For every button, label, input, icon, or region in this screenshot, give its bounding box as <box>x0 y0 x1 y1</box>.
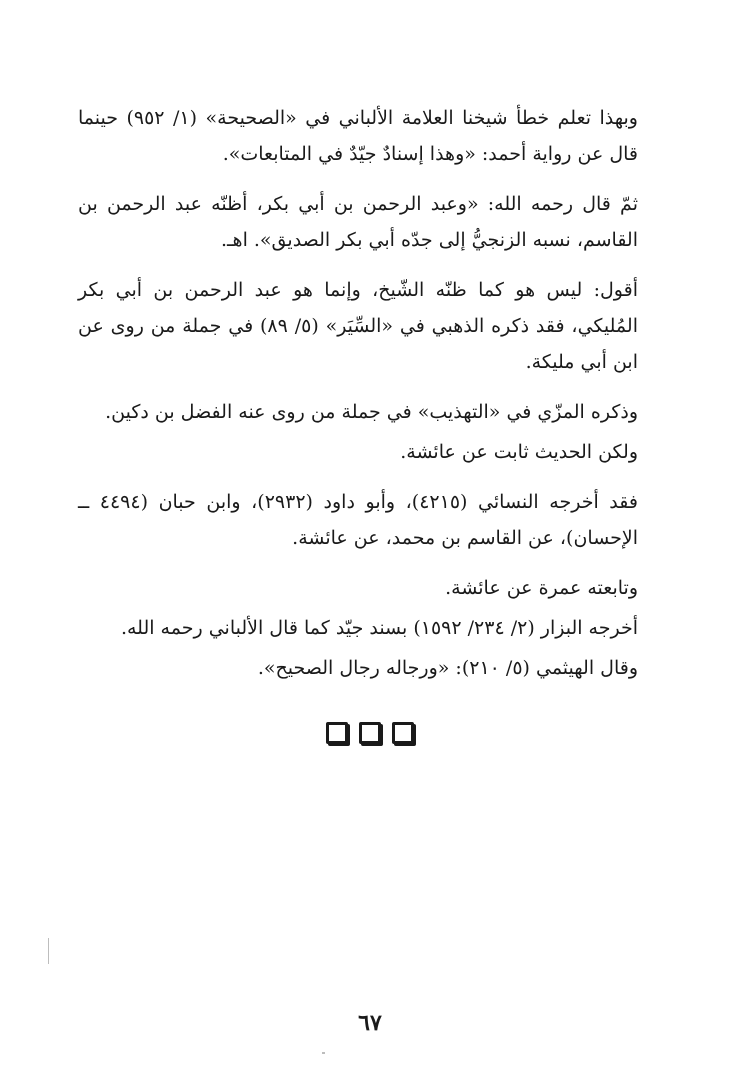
main-text <box>78 100 638 700</box>
paragraph-5: ولكن الحديث ثابت عن عائشة. <box>400 441 638 463</box>
ornament-square-icon <box>359 722 381 744</box>
scan-speck <box>48 938 49 964</box>
scan-speck <box>322 1052 325 1054</box>
section-end-ornament <box>0 722 740 748</box>
paragraph-8: أخرجه البزار (٢/ ٢٣٤/ ١٥٩٢) بسند جيّد كما قال الألباني رحمه الله. <box>120 617 638 639</box>
ornament-square-icon <box>392 722 414 744</box>
paragraph-2: ثمّ قال رحمه الله: «وعبد الرحمن بن أبي بكر، أظنّه عبد الرحمن بن القاسم، نسبه الزنجيُّ إلى جدّه أبي بكر الصديق». اهـ. <box>78 193 638 251</box>
ornament-square-icon <box>326 722 348 744</box>
paragraph-7: وتابعته عمرة عن عائشة. <box>445 577 638 599</box>
paragraph-6: فقد أخرجه النسائي (٤٢١٥)، وأبو داود (٢٩٣٢)، وابن حبان (٤٤٩٤ ــ الإحسان)، عن القاسم بن محمد، عن عائشة. <box>78 491 638 549</box>
paragraph-3: أقول: ليس هو كما ظنّه الشّيخ، وإنما هو عبد الرحمن بن أبي بكر المُليكي، فقد ذكره الذهبي في «السِّيَر» (٥/ ٨٩) في جملة من روى عن ابن أبي مليكة. <box>78 279 638 373</box>
paragraph-4: وذكره المزّي في «التهذيب» في جملة من روى عنه الفضل بن دكين. <box>105 401 638 423</box>
paragraph-1: وبهذا تعلم خطأ شيخنا العلامة الألباني في «الصحيحة» (١/ ٩٥٢) حينما قال عن رواية أحمد: «وهذا إسنادٌ جيّدٌ في المتابعات». <box>78 107 638 165</box>
paragraph-9: وقال الهيثمي (٥/ ٢١٠): «ورجاله رجال الصحيح». <box>257 657 638 679</box>
page-number: ٦٧ <box>358 1010 382 1036</box>
